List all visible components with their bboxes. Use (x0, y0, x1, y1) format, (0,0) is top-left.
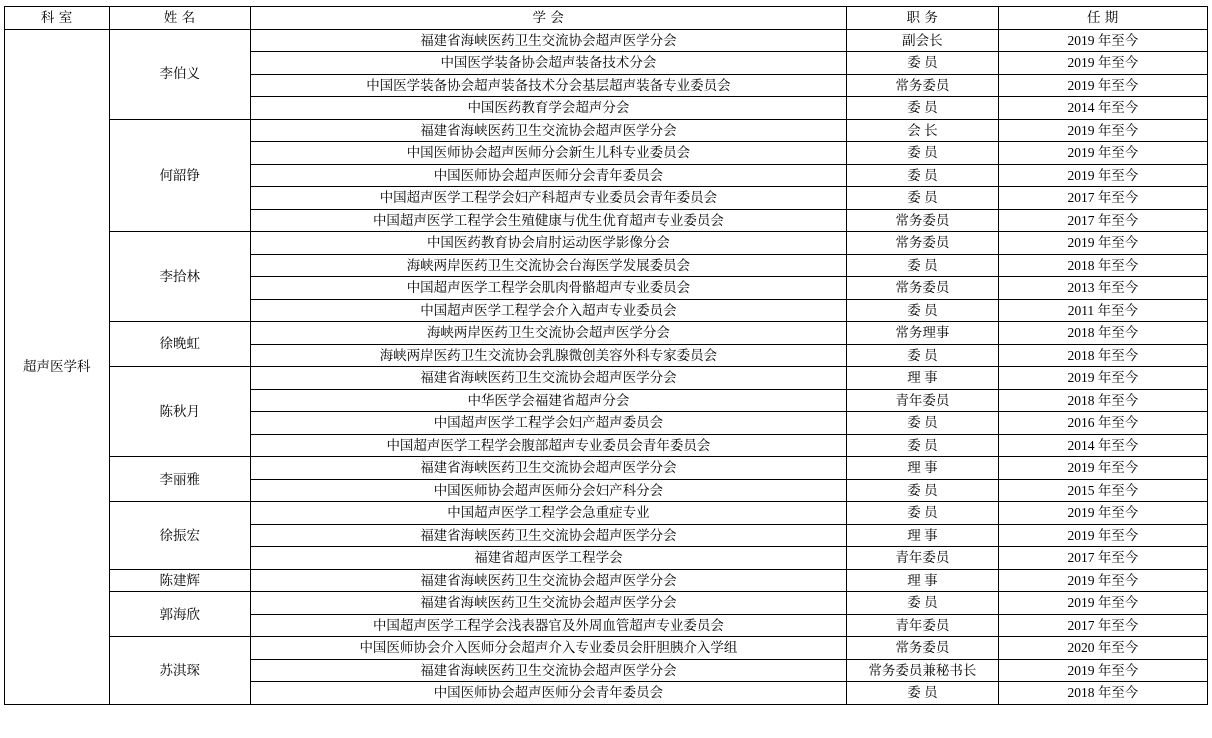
term-cell: 2015 年至今 (998, 479, 1207, 502)
person-name-cell: 苏淇琛 (109, 637, 250, 705)
table-row (5, 367, 1208, 390)
association-cell: 中国超声医学工程学会妇产超声委员会 (250, 412, 846, 435)
association-cell: 福建省海峡医药卫生交流协会超声医学分会 (250, 367, 846, 390)
term-cell: 2018 年至今 (998, 344, 1207, 367)
association-cell: 中国医药教育学会超声分会 (250, 97, 846, 120)
association-cell: 福建省海峡医药卫生交流协会超声医学分会 (250, 659, 846, 682)
term-cell: 2019 年至今 (998, 502, 1207, 525)
role-cell: 常务委员 (847, 74, 999, 97)
header-department: 科 室 (5, 7, 110, 30)
association-cell: 中国超声医学工程学会生殖健康与优生优育超声专业委员会 (250, 209, 846, 232)
table-row (5, 232, 1208, 255)
person-name-cell: 徐晚虹 (109, 322, 250, 367)
person-name-cell: 徐振宏 (109, 502, 250, 570)
term-cell: 2017 年至今 (998, 209, 1207, 232)
term-cell: 2019 年至今 (998, 457, 1207, 480)
association-cell: 海峡两岸医药卫生交流协会台海医学发展委员会 (250, 254, 846, 277)
role-cell: 青年委员 (847, 389, 999, 412)
association-cell: 中华医学会福建省超声分会 (250, 389, 846, 412)
role-cell: 委 员 (847, 52, 999, 75)
term-cell: 2014 年至今 (998, 434, 1207, 457)
role-cell: 委 员 (847, 434, 999, 457)
association-cell: 中国超声医学工程学会介入超声专业委员会 (250, 299, 846, 322)
academic-positions-table (4, 6, 1208, 705)
term-cell: 2019 年至今 (998, 569, 1207, 592)
term-cell: 2019 年至今 (998, 659, 1207, 682)
table-row (5, 592, 1208, 615)
role-cell: 委 员 (847, 164, 999, 187)
term-cell: 2018 年至今 (998, 682, 1207, 705)
term-cell: 2018 年至今 (998, 254, 1207, 277)
term-cell: 2019 年至今 (998, 142, 1207, 165)
role-cell: 会 长 (847, 119, 999, 142)
header-role: 职 务 (847, 7, 999, 30)
table-row (5, 637, 1208, 660)
table-header (5, 7, 1208, 30)
header-association: 学 会 (250, 7, 846, 30)
role-cell: 委 员 (847, 187, 999, 210)
term-cell: 2020 年至今 (998, 637, 1207, 660)
role-cell: 常务委员 (847, 637, 999, 660)
role-cell: 常务理事 (847, 322, 999, 345)
association-cell: 福建省海峡医药卫生交流协会超声医学分会 (250, 569, 846, 592)
association-cell: 福建省海峡医药卫生交流协会超声医学分会 (250, 592, 846, 615)
term-cell: 2019 年至今 (998, 52, 1207, 75)
role-cell: 副会长 (847, 29, 999, 52)
role-cell: 委 员 (847, 592, 999, 615)
table-row (5, 29, 1208, 52)
association-cell: 中国医师协会超声医师分会青年委员会 (250, 682, 846, 705)
term-cell: 2019 年至今 (998, 524, 1207, 547)
term-cell: 2019 年至今 (998, 74, 1207, 97)
term-cell: 2019 年至今 (998, 164, 1207, 187)
table-row (5, 569, 1208, 592)
association-cell: 海峡两岸医药卫生交流协会超声医学分会 (250, 322, 846, 345)
table-row (5, 322, 1208, 345)
term-cell: 2011 年至今 (998, 299, 1207, 322)
person-name-cell: 李拾林 (109, 232, 250, 322)
association-cell: 中国医药教育协会肩肘运动医学影像分会 (250, 232, 846, 255)
department-cell: 超声医学科 (5, 29, 110, 704)
role-cell: 委 员 (847, 479, 999, 502)
association-cell: 中国超声医学工程学会肌肉骨骼超声专业委员会 (250, 277, 846, 300)
role-cell: 常务委员 (847, 277, 999, 300)
association-cell: 中国医师协会介入医师分会超声介入专业委员会肝胆胰介入学组 (250, 637, 846, 660)
term-cell: 2018 年至今 (998, 322, 1207, 345)
role-cell: 委 员 (847, 299, 999, 322)
header-name: 姓 名 (109, 7, 250, 30)
association-cell: 福建省海峡医药卫生交流协会超声医学分会 (250, 119, 846, 142)
role-cell: 理 事 (847, 524, 999, 547)
role-cell: 委 员 (847, 97, 999, 120)
person-name-cell: 陈秋月 (109, 367, 250, 457)
association-cell: 中国医学装备协会超声装备技术分会 (250, 52, 846, 75)
table-body (5, 29, 1208, 704)
association-cell: 中国超声医学工程学会腹部超声专业委员会青年委员会 (250, 434, 846, 457)
role-cell: 委 员 (847, 502, 999, 525)
role-cell: 常务委员 (847, 232, 999, 255)
role-cell: 委 员 (847, 254, 999, 277)
association-cell: 福建省海峡医药卫生交流协会超声医学分会 (250, 524, 846, 547)
role-cell: 青年委员 (847, 614, 999, 637)
association-cell: 海峡两岸医药卫生交流协会乳腺微创美容外科专家委员会 (250, 344, 846, 367)
role-cell: 理 事 (847, 457, 999, 480)
association-cell: 中国医师协会超声医师分会妇产科分会 (250, 479, 846, 502)
role-cell: 常务委员 (847, 209, 999, 232)
term-cell: 2014 年至今 (998, 97, 1207, 120)
term-cell: 2018 年至今 (998, 389, 1207, 412)
association-cell: 福建省海峡医药卫生交流协会超声医学分会 (250, 457, 846, 480)
association-cell: 中国超声医学工程学会浅表器官及外周血管超声专业委员会 (250, 614, 846, 637)
term-cell: 2016 年至今 (998, 412, 1207, 435)
role-cell: 委 员 (847, 142, 999, 165)
person-name-cell: 李伯义 (109, 29, 250, 119)
term-cell: 2013 年至今 (998, 277, 1207, 300)
term-cell: 2017 年至今 (998, 547, 1207, 570)
role-cell: 委 员 (847, 682, 999, 705)
role-cell: 理 事 (847, 367, 999, 390)
term-cell: 2019 年至今 (998, 119, 1207, 142)
role-cell: 常务委员兼秘书长 (847, 659, 999, 682)
term-cell: 2017 年至今 (998, 614, 1207, 637)
association-cell: 中国超声医学工程学会妇产科超声专业委员会青年委员会 (250, 187, 846, 210)
table-row (5, 502, 1208, 525)
person-name-cell: 何韶铮 (109, 119, 250, 232)
table-row (5, 119, 1208, 142)
role-cell: 理 事 (847, 569, 999, 592)
association-cell: 中国超声医学工程学会急重症专业 (250, 502, 846, 525)
term-cell: 2019 年至今 (998, 592, 1207, 615)
person-name-cell: 郭海欣 (109, 592, 250, 637)
header-term: 任 期 (998, 7, 1207, 30)
term-cell: 2019 年至今 (998, 367, 1207, 390)
association-cell: 福建省超声医学工程学会 (250, 547, 846, 570)
person-name-cell: 李丽雅 (109, 457, 250, 502)
table-row (5, 457, 1208, 480)
person-name-cell: 陈建辉 (109, 569, 250, 592)
term-cell: 2019 年至今 (998, 29, 1207, 52)
role-cell: 青年委员 (847, 547, 999, 570)
term-cell: 2017 年至今 (998, 187, 1207, 210)
role-cell: 委 员 (847, 344, 999, 367)
association-cell: 中国医师协会超声医师分会新生儿科专业委员会 (250, 142, 846, 165)
header-row (5, 7, 1208, 30)
association-cell: 中国医学装备协会超声装备技术分会基层超声装备专业委员会 (250, 74, 846, 97)
association-cell: 中国医师协会超声医师分会青年委员会 (250, 164, 846, 187)
role-cell: 委 员 (847, 412, 999, 435)
term-cell: 2019 年至今 (998, 232, 1207, 255)
association-cell: 福建省海峡医药卫生交流协会超声医学分会 (250, 29, 846, 52)
